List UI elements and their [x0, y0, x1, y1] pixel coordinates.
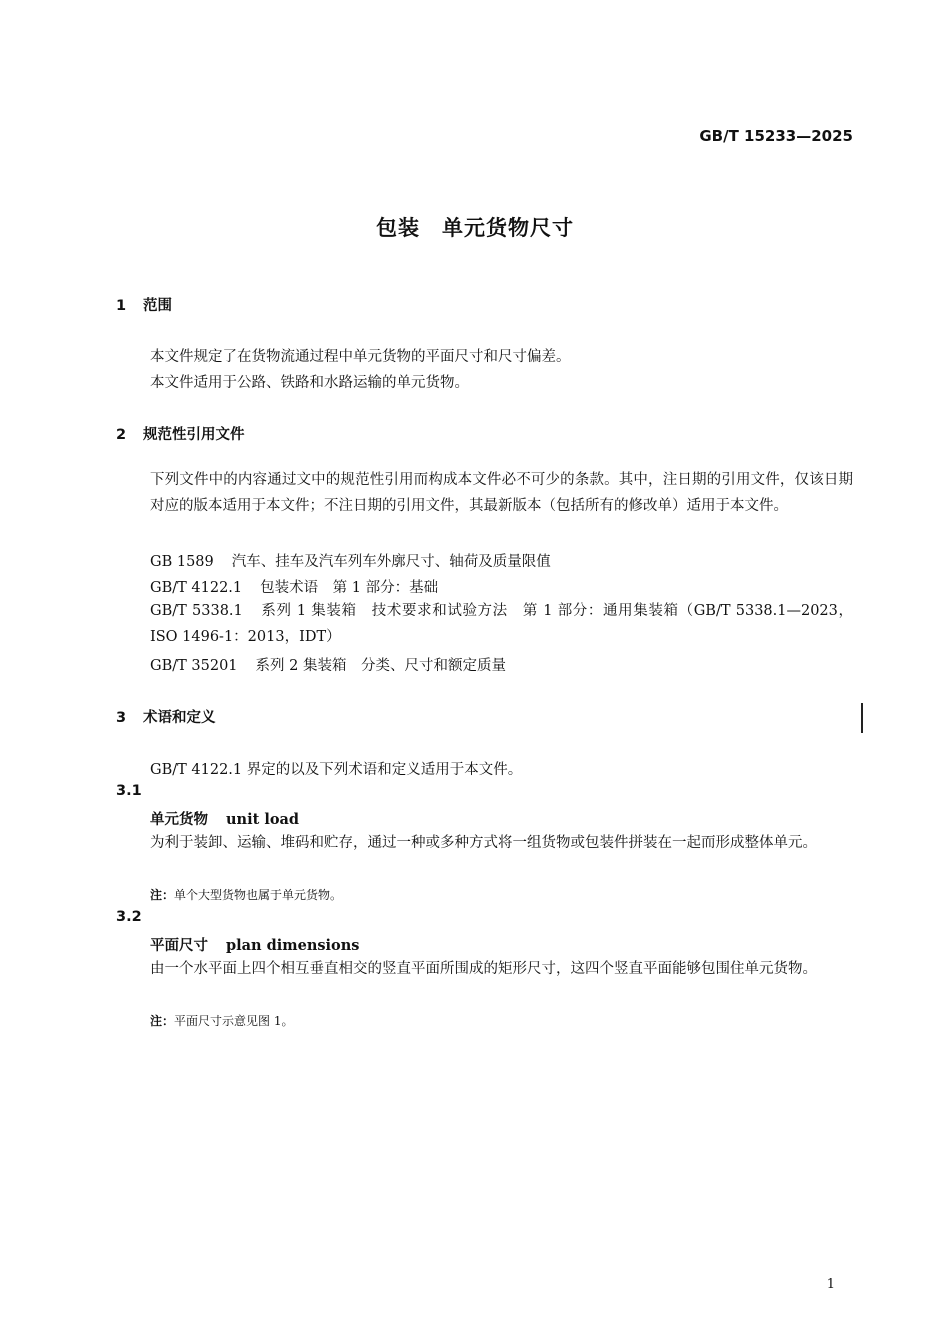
reference-item	[150, 576, 438, 597]
section-number: 1	[116, 298, 127, 314]
reference-code: GB/T 5338.1	[150, 603, 243, 619]
intro-text: 下列文件中的内容通过文中的规范性引用而构成本文件必不可少的条款。其中，注日期的引用文件，仅该日期对应的版本适用于本文件；不注日期的引用文件，其最新版本（包括所有的修改单）适用于本文件。	[150, 472, 853, 514]
section-number: 2	[116, 427, 127, 443]
term-definition	[116, 830, 853, 856]
reference-title: 系列 2 集装箱 分类、尺寸和额定质量	[255, 658, 506, 674]
term-english: plan dimensions	[226, 937, 360, 954]
section-3-heading	[116, 706, 216, 727]
term-definition	[116, 956, 853, 982]
section-2-heading	[116, 423, 245, 444]
note-text: 平面尺寸示意见图 1。	[174, 1014, 294, 1028]
normative-references-intro	[116, 467, 853, 519]
term-entry	[150, 934, 359, 955]
term-english: unit load	[226, 811, 300, 828]
reference-code: GB/T 4122.1	[150, 580, 243, 596]
note-label: 注：	[150, 888, 175, 902]
term-chinese: 单元货物	[150, 812, 208, 828]
term-entry	[150, 808, 299, 829]
section-title: 术语和定义	[143, 710, 216, 726]
reference-item	[150, 654, 506, 675]
section-title: 范围	[143, 298, 172, 314]
revision-bar	[861, 703, 863, 733]
reference-title: 包装术语 第 1 部分：基础	[260, 580, 439, 596]
terms-intro: GB/T 4122.1 界定的以及下列术语和定义适用于本文件。	[150, 762, 523, 778]
document-title: 包装 单元货物尺寸	[376, 216, 574, 240]
reference-code: GB/T 35201	[150, 658, 238, 674]
section-title: 规范性引用文件	[143, 427, 245, 443]
term-number: 3.2	[116, 909, 142, 925]
section-1-heading	[116, 294, 172, 315]
term-note	[150, 886, 342, 903]
reference-item	[116, 598, 853, 650]
section-number: 3	[116, 710, 127, 726]
term-number: 3.1	[116, 783, 142, 799]
scope-paragraph-2: 本文件适用于公路、铁路和水路运输的单元货物。	[150, 375, 469, 391]
scope-paragraph-1: 本文件规定了在货物流通过程中单元货物的平面尺寸和尺寸偏差。	[150, 349, 571, 365]
page-number: 1	[826, 1277, 835, 1292]
term-chinese: 平面尺寸	[150, 938, 208, 954]
reference-item	[150, 550, 551, 571]
reference-code: GB 1589	[150, 554, 214, 570]
note-label: 注：	[150, 1014, 175, 1028]
standard-number: GB/T 15233—2025	[699, 127, 853, 145]
definition-text: 为利于装卸、运输、堆码和贮存，通过一种或多种方式将一组货物或包装件拼装在一起而形成整体单元。	[150, 835, 817, 851]
reference-title: 汽车、挂车及汽车列车外廓尺寸、轴荷及质量限值	[231, 554, 551, 570]
term-note	[150, 1012, 293, 1029]
definition-text: 由一个水平面上四个相互垂直相交的竖直平面所围成的矩形尺寸，这四个竖直平面能够包围住单元货物。	[150, 961, 817, 977]
reference-title: 系列 1 集装箱 技术要求和试验方法 第 1 部分：通用集装箱（GB/T 5338.1—2023，ISO 1496-1：2013，IDT）	[150, 603, 853, 645]
note-text: 单个大型货物也属于单元货物。	[174, 888, 343, 902]
